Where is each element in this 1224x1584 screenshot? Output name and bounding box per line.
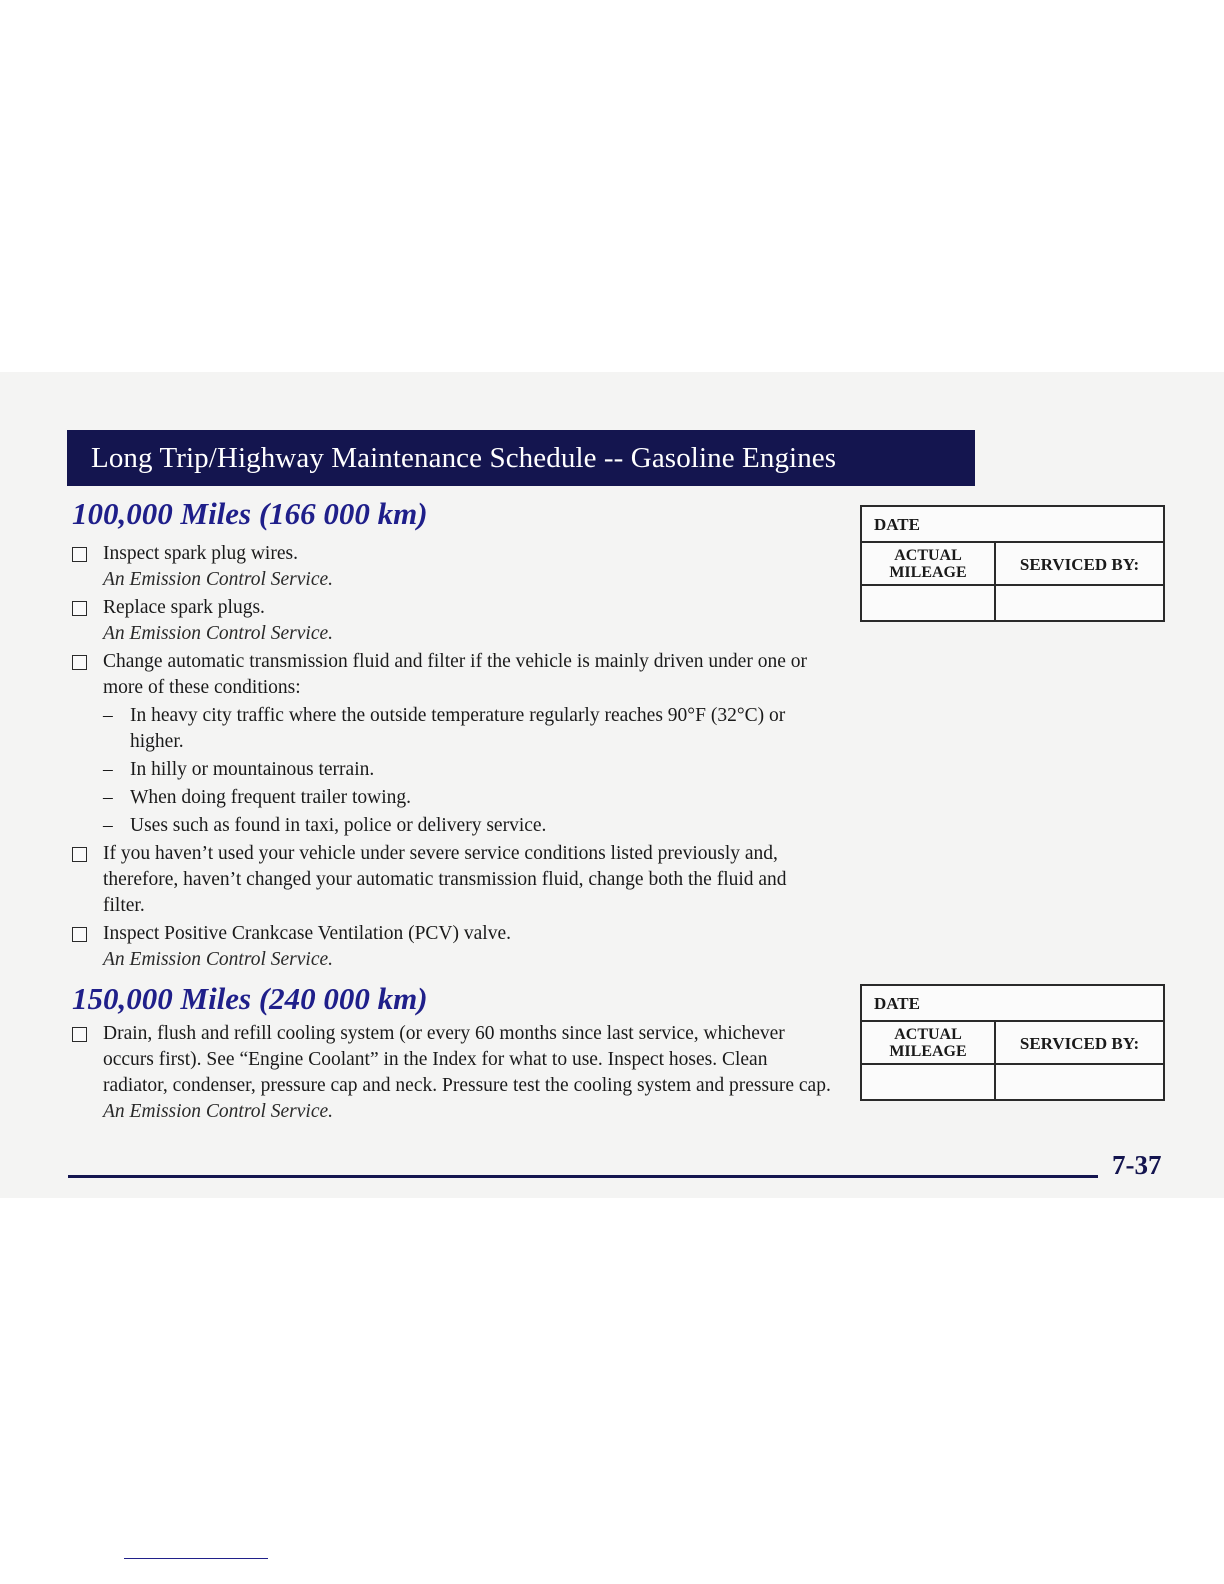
condition-text: When doing frequent trailer towing. [130, 787, 412, 808]
item-note: An Emission Control Service. [103, 569, 334, 590]
section-heading-150000-miles: 150,000 Miles (240 000 km) [72, 981, 428, 1016]
checkbox-replace-spark-plugs[interactable] [72, 601, 87, 616]
footnote-rule [124, 1558, 268, 1559]
list-item [72, 921, 832, 973]
footer-rule [68, 1175, 1098, 1178]
dash-bullet: – [103, 759, 113, 780]
date-field[interactable]: DATE [862, 507, 1163, 543]
checklist-150000-miles [72, 1021, 832, 1125]
date-field[interactable]: DATE [862, 986, 1163, 1022]
page-number: 7-37 [1112, 1150, 1162, 1180]
item-text: If you haven’t used your vehicle under severe service conditions listed previously and, therefore, haven’t changed your automatic transmission fluid, change both the fluid and filter. [103, 843, 787, 916]
mileage-label-line-2: MILEAGE [889, 564, 967, 581]
item-note: An Emission Control Service. [103, 1101, 334, 1122]
checkbox-inspect-pcv-valve[interactable] [72, 927, 87, 942]
checkbox-drain-flush-cooling-system[interactable] [72, 1027, 87, 1042]
serviced-by-label: SERVICED BY: [996, 1022, 1163, 1065]
condition-text: In hilly or mountainous terrain. [130, 759, 375, 780]
checkbox-change-transmission-fluid[interactable] [72, 655, 87, 670]
checklist-100000-miles [72, 541, 832, 975]
item-text: Drain, flush and refill cooling system (or every 60 months since last service, whichever occurs first). See “Engine Coolant” in the Index for what to use. Inspect hoses. Clean radiator, condenser, pressure cap and neck. Pressure test the cooling system and pressure cap. [103, 1023, 831, 1096]
item-note: An Emission Control Service. [103, 949, 334, 970]
mileage-label-line-1: ACTUAL [894, 547, 962, 564]
condition-text: In heavy city traffic where the outside temperature regularly reaches 90°F (32°C) or higher. [130, 705, 786, 752]
item-text: Inspect Positive Crankcase Ventilation (PCV) valve. [103, 923, 511, 944]
list-item [72, 1021, 832, 1125]
page-title: Long Trip/Highway Maintenance Schedule -- Gasoline Engines [67, 430, 975, 486]
mileage-label-line-1: ACTUAL [894, 1026, 962, 1043]
list-item [72, 541, 832, 593]
condition-item [103, 757, 832, 783]
actual-mileage-label [862, 1022, 996, 1065]
condition-list [103, 703, 832, 839]
list-item [72, 649, 832, 839]
item-text: Inspect spark plug wires. [103, 543, 298, 564]
item-text: Replace spark plugs. [103, 597, 265, 618]
condition-text: Uses such as found in taxi, police or delivery service. [130, 815, 547, 836]
serviced-by-field[interactable] [996, 586, 1163, 620]
list-item [72, 595, 832, 647]
actual-mileage-label [862, 543, 996, 586]
dash-bullet: – [103, 815, 113, 836]
service-record-100000-miles [860, 505, 1165, 622]
dash-bullet: – [103, 787, 113, 808]
condition-item [103, 813, 832, 839]
condition-item [103, 703, 832, 755]
service-record-150000-miles [860, 984, 1165, 1101]
dash-bullet: – [103, 705, 113, 726]
list-item [72, 841, 832, 919]
serviced-by-label: SERVICED BY: [996, 543, 1163, 586]
item-text: Change automatic transmission fluid and filter if the vehicle is mainly driven under one or more of these conditions: [103, 651, 807, 698]
condition-item [103, 785, 832, 811]
serviced-by-field[interactable] [996, 1065, 1163, 1099]
mileage-label-line-2: MILEAGE [889, 1043, 967, 1060]
checkbox-inspect-spark-plug-wires[interactable] [72, 547, 87, 562]
actual-mileage-field[interactable] [862, 1065, 996, 1099]
actual-mileage-field[interactable] [862, 586, 996, 620]
item-note: An Emission Control Service. [103, 623, 334, 644]
checkbox-change-fluid-and-filter[interactable] [72, 847, 87, 862]
section-heading-100000-miles: 100,000 Miles (166 000 km) [72, 496, 428, 531]
